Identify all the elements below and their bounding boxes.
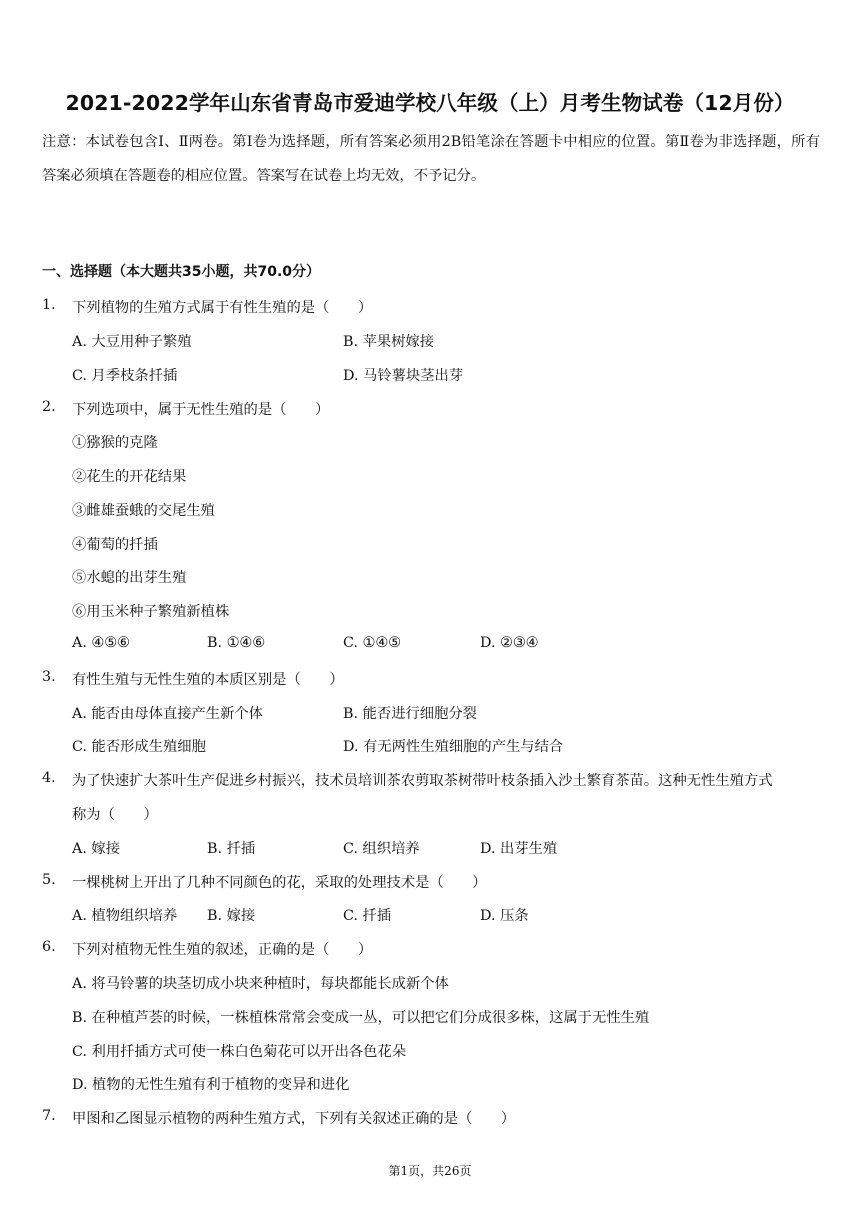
option-c: C. ①④⑤ — [343, 635, 401, 651]
option-a: A. 嫁接 — [72, 841, 121, 857]
option-c: C. 能否形成生殖细胞 — [72, 739, 206, 755]
question-number: 7. — [42, 1108, 56, 1124]
option-a: A. 能否由母体直接产生新个体 — [72, 706, 263, 722]
list-item: ①猕猴的克隆 — [72, 435, 158, 451]
question-stem: 为了快速扩大茶叶生产促进乡村振兴，技术员培训茶农剪取茶树带叶枝条插入沙土繁育茶苗。这种无性生殖方式 — [72, 773, 773, 789]
option-a: A. 大豆用种子繁殖 — [72, 334, 192, 350]
option-c: C. 扦插 — [343, 908, 392, 924]
list-item: ⑥用玉米种子繁殖新植株 — [72, 604, 230, 620]
option-d: D. 出芽生殖 — [480, 841, 558, 857]
option-b: B. 嫁接 — [207, 908, 256, 924]
list-item: ④葡萄的扦插 — [72, 537, 158, 553]
option-c: C. 月季枝条扦插 — [72, 368, 178, 384]
option-c: C. 组织培养 — [343, 841, 420, 857]
option-b: B. 扦插 — [207, 841, 256, 857]
question-stem: 有性生殖与无性生殖的本质区别是（ ） — [72, 672, 344, 688]
question-stem: 甲图和乙图显示植物的两种生殖方式，下列有关叙述正确的是（ ） — [72, 1111, 516, 1127]
option-d: D. ②③④ — [480, 635, 539, 651]
question-number: 2. — [42, 399, 56, 415]
page-footer: 第1页，共26页 — [388, 1164, 472, 1178]
option-a: A. 植物组织培养 — [72, 908, 178, 924]
question-number: 3. — [42, 669, 56, 685]
option-d: D. 压条 — [480, 908, 529, 924]
question-stem: 下列植物的生殖方式属于有性生殖的是（ ） — [72, 300, 373, 316]
list-item: ②花生的开花结果 — [72, 469, 187, 485]
option-d: D. 植物的无性生殖有利于植物的变异和进化 — [72, 1077, 350, 1093]
question-stem: 下列选项中，属于无性生殖的是（ ） — [72, 402, 330, 418]
option-d: D. 有无两性生殖细胞的产生与结合 — [343, 739, 564, 755]
question-number: 1. — [42, 297, 56, 313]
option-b: B. ①④⑥ — [207, 635, 266, 651]
section-heading: 一、选择题（本大题共35小题，共70.0分） — [42, 264, 321, 280]
exam-notice: 注意：本试卷包含Ⅰ、Ⅱ两卷。第Ⅰ卷为选择题，所有答案必须用2B铅笔涂在答题卡中相应的位置。第Ⅱ卷为非选择题，所有答案必须填在答题卷的相应位置。答案写在试卷上均无效，不予记分。 — [42, 134, 820, 184]
option-b: B. 能否进行细胞分裂 — [343, 706, 477, 722]
paper-title: 2021-2022学年山东省青岛市爱迪学校八年级（上）月考生物试卷（12月份） — [65, 91, 795, 115]
question-stem-continued: 称为（ ） — [72, 807, 158, 823]
option-c: C. 利用扦插方式可使一株白色菊花可以开出各色花朵 — [72, 1044, 407, 1060]
question-stem: 一棵桃树上开出了几种不同颜色的花，采取的处理技术是（ ） — [72, 875, 487, 891]
option-a: A. ④⑤⑥ — [72, 635, 130, 651]
question-number: 5. — [42, 872, 56, 888]
option-d: D. 马铃薯块茎出芽 — [343, 368, 464, 384]
list-item: ③雌雄蚕蛾的交尾生殖 — [72, 503, 215, 519]
option-a: A. 将马铃薯的块茎切成小块来种植时，每块都能长成新个体 — [72, 976, 449, 992]
question-number: 6. — [42, 939, 56, 955]
question-stem: 下列对植物无性生殖的叙述，正确的是（ ） — [72, 942, 373, 958]
option-b: B. 在种植芦荟的时候，一株植株常常会变成一丛，可以把它们分成很多株，这属于无性生殖 — [72, 1010, 650, 1026]
question-number: 4. — [42, 770, 56, 786]
option-b: B. 苹果树嫁接 — [343, 334, 435, 350]
list-item: ⑤水螅的出芽生殖 — [72, 570, 187, 586]
